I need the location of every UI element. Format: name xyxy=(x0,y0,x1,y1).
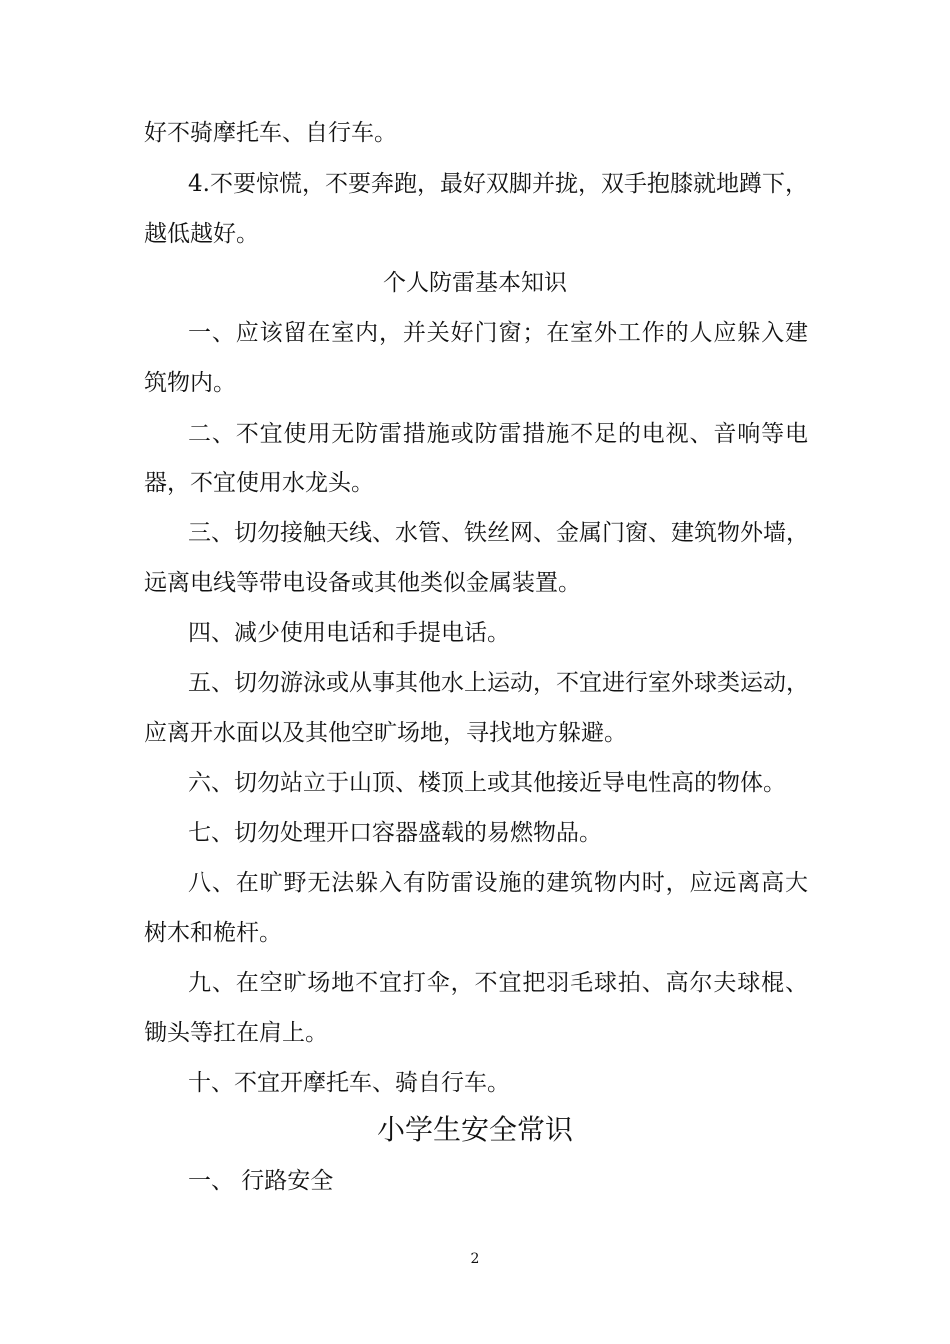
list-item-line: 二、不宜使用无防雷措施或防雷措施不足的电视、音响等电 xyxy=(188,421,808,447)
list-item-line: 树木和桅杆。 xyxy=(144,920,282,946)
section-title: 小学生安全常识 xyxy=(376,1113,573,1146)
paragraph-line: 好不骑摩托车、自行车。 xyxy=(144,120,397,146)
list-item-line: 一、应该留在室内，并关好门窗；在室外工作的人应躲入建 xyxy=(188,320,808,346)
section-heading: 个人防雷基本知识 xyxy=(383,270,567,296)
list-item-line: 锄头等扛在肩上。 xyxy=(144,1020,328,1046)
list-item-line: 四、减少使用电话和手提电话。 xyxy=(188,620,510,646)
page-number: 2 xyxy=(470,1251,480,1267)
list-item-line: 筑物内。 xyxy=(144,370,236,396)
list-item-line: 十、不宜开摩托车、骑自行车。 xyxy=(188,1070,510,1096)
list-item-line: 八、在旷野无法躲入有防雷设施的建筑物内时，应远离高大 xyxy=(188,870,808,896)
list-item-line: 器，不宜使用水龙头。 xyxy=(144,470,374,496)
list-item-line: 七、切勿处理开口容器盛载的易燃物品。 xyxy=(188,820,602,846)
list-item-line: 九、在空旷场地不宜打伞，不宜把羽毛球拍、高尔夫球棍、 xyxy=(188,970,808,996)
list-item-line: 五、切勿游泳或从事其他水上运动，不宜进行室外球类运动， xyxy=(188,670,809,696)
subsection-heading: 一、 行路安全 xyxy=(188,1168,334,1194)
paragraph-line: 4.不要惊慌，不要奔跑，最好双脚并拢，双手抱膝就地蹲下， xyxy=(188,171,808,197)
list-item-line: 远离电线等带电设备或其他类似金属装置。 xyxy=(144,570,581,596)
list-item-line: 应离开水面以及其他空旷场地，寻找地方躲避。 xyxy=(144,720,627,746)
list-item-line: 三、切勿接触天线、水管、铁丝网、金属门窗、建筑物外墙， xyxy=(188,520,809,546)
list-item-line: 六、切勿站立于山顶、楼顶上或其他接近导电性高的物体。 xyxy=(188,770,786,796)
paragraph-line: 越低越好。 xyxy=(144,221,259,247)
